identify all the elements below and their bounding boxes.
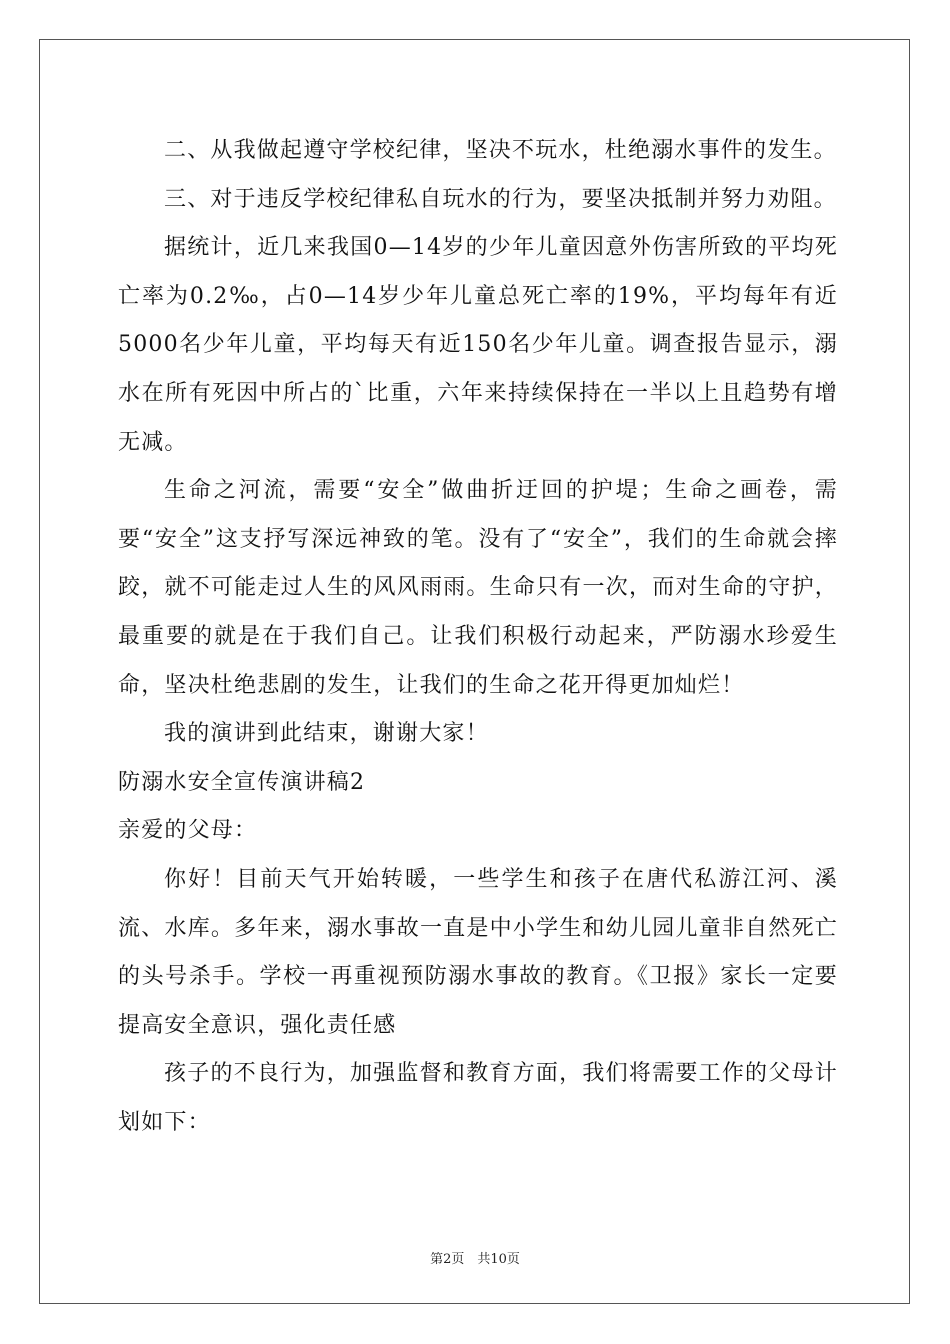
- paragraph-closing: 我的演讲到此结束，谢谢大家！: [164, 721, 489, 747]
- document-body: [118, 127, 838, 1147]
- paragraph-point-three: 三、对于违反学校纪律私自玩水的行为，要坚决抵制并努力劝阻。: [164, 186, 837, 212]
- salutation: 亲爱的父母：: [118, 818, 258, 844]
- section-title: 防溺水安全宣传演讲稿2: [118, 769, 366, 795]
- paragraph-point-two: 二、从我做起遵守学校纪律，坚决不玩水，杜绝溺水事件的发生。: [164, 138, 837, 163]
- paragraph-statistics: 据统计，近几来我国0—14岁的少年儿童因意外伤害所致的平均死亡率为0.2‰，占0—14岁少年儿童总死亡率的19%，平均每年有近5000名少年儿童，平均每天有近150名少年儿童。调查报告显示，溺水在所有死因中所占的`比重，六年来持续保持在一半以上且趋势有增无减。: [118, 235, 838, 455]
- paragraph-life-safety: 生命之河流，需要“安全”做曲折迂回的护堤；生命之画卷，需要“安全”这支抒写深远神致的笔。没有了“安全”，我们的生命就会摔跤，就不可能走过人生的风风雨雨。生命只有一次，而对生命的守护，最重要的就是在于我们自己。让我们积极行动起来，严防溺水珍爱生命，坚决杜绝悲剧的发生，让我们的生命之花开得更加灿烂！: [118, 478, 838, 698]
- page-number: 第2页 共10页: [430, 1252, 520, 1267]
- paragraph-greeting: 你好！目前天气开始转暖，一些学生和孩子在唐代私游江河、溪流、水库。多年来，溺水事故一直是中小学生和幼儿园儿童非自然死亡的头号杀手。学校一再重视预防溺水事故的教育。《卫报》家长一定要提高安全意识，强化责任感: [118, 866, 838, 1038]
- paragraph-plan: 孩子的不良行为，加强监督和教育方面，我们将需要工作的父母计划如下：: [118, 1061, 838, 1135]
